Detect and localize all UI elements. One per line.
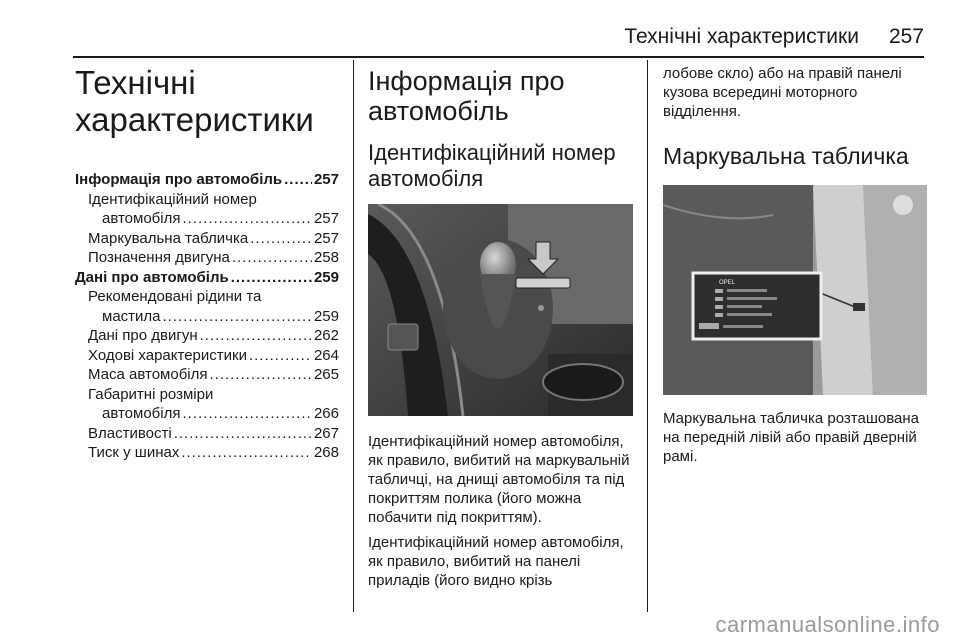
plate-figure xyxy=(663,185,927,395)
toc-page: 257 xyxy=(313,210,339,227)
page-number: 257 xyxy=(888,25,924,48)
toc-label: мастила xyxy=(102,307,161,325)
toc-label: автомобіля xyxy=(102,210,181,227)
vin-title: Ідентифікаційний номер автомобіля xyxy=(368,140,616,191)
plate-logo: OPEL xyxy=(719,280,736,286)
toc-item[interactable] xyxy=(75,190,339,229)
column-plate xyxy=(663,62,927,466)
toc-item[interactable] xyxy=(75,365,339,385)
vin-continued: лобове скло) або на правій панелі кузова всередині моторного відділення. xyxy=(663,65,902,120)
vin-figure xyxy=(368,204,633,416)
section-title: Інформація про автомобіль xyxy=(368,66,565,126)
vin-plate xyxy=(516,278,570,288)
header-title: Технічні характеристики xyxy=(624,25,859,48)
column-toc xyxy=(75,62,339,463)
plate-title: Маркувальна табличка xyxy=(663,143,909,169)
toc-page: 267 xyxy=(313,424,339,442)
toc-label: Ідентифікаційний номер xyxy=(88,190,257,208)
toc-label: Рекомендовані рідини та xyxy=(88,288,262,305)
toc-item[interactable] xyxy=(75,346,339,366)
toc-item[interactable] xyxy=(75,170,339,190)
watermark: carmanualsonline.info xyxy=(715,612,940,637)
plate-caption: Маркувальна табличка розташована на передній лівій або правій дверній рамі. xyxy=(663,410,919,465)
column-divider-2 xyxy=(647,60,648,612)
toc-item[interactable] xyxy=(75,443,339,463)
toc-label: Дані про автомобіль xyxy=(75,268,229,286)
toc-label: Тиск у шинах xyxy=(88,444,180,461)
toc-item[interactable] xyxy=(75,287,339,326)
toc-item[interactable] xyxy=(75,326,339,346)
toc-page: 265 xyxy=(313,366,339,383)
toc-page: 268 xyxy=(313,444,339,461)
toc-item[interactable] xyxy=(75,268,339,288)
toc-page: 264 xyxy=(313,346,339,364)
toc-label: Інформація про автомобіль xyxy=(75,171,283,188)
toc-page: 259 xyxy=(313,268,339,286)
toc-page: 257 xyxy=(313,171,339,188)
chapter-title: Технічні характеристики xyxy=(75,64,314,138)
toc-page: 262 xyxy=(313,327,339,344)
toc-label: Маса автомобіля xyxy=(88,366,208,383)
toc-page: 257 xyxy=(313,229,339,247)
vin-location-illustration xyxy=(368,204,633,416)
toc-label: Габаритні розміри xyxy=(88,385,214,403)
vin-paragraph: Ідентифікаційний номер автомобіля, як правило, вибитий на панелі приладів (його видно крізь xyxy=(368,534,624,589)
plate-location-illustration xyxy=(663,185,927,395)
toc-item[interactable] xyxy=(75,248,339,268)
table-of-contents xyxy=(75,170,339,463)
toc-item[interactable] xyxy=(75,229,339,249)
header-rule xyxy=(73,56,924,58)
toc-label: Позначення двигуна xyxy=(88,249,230,266)
page-header xyxy=(0,22,924,52)
toc-label: Маркувальна табличка xyxy=(88,229,249,247)
column-divider-1 xyxy=(353,60,354,612)
toc-label: Властивості xyxy=(88,424,172,442)
toc-label: автомобіля xyxy=(102,405,181,422)
toc-page: 266 xyxy=(313,405,339,422)
vin-caption: Ідентифікаційний номер автомобіля, як правило, вибитий на маркувальній табличці, на днищі автомобіля та під покриттям полика (його можна побачити під покриттям). xyxy=(368,433,630,526)
column-vehicle-info xyxy=(368,62,633,590)
toc-item[interactable] xyxy=(75,424,339,444)
toc-item[interactable] xyxy=(75,385,339,424)
toc-label: Дані про двигун xyxy=(88,327,198,344)
toc-label: Ходові характеристики xyxy=(88,346,247,364)
toc-page: 259 xyxy=(313,307,339,325)
toc-page: 258 xyxy=(313,249,339,266)
